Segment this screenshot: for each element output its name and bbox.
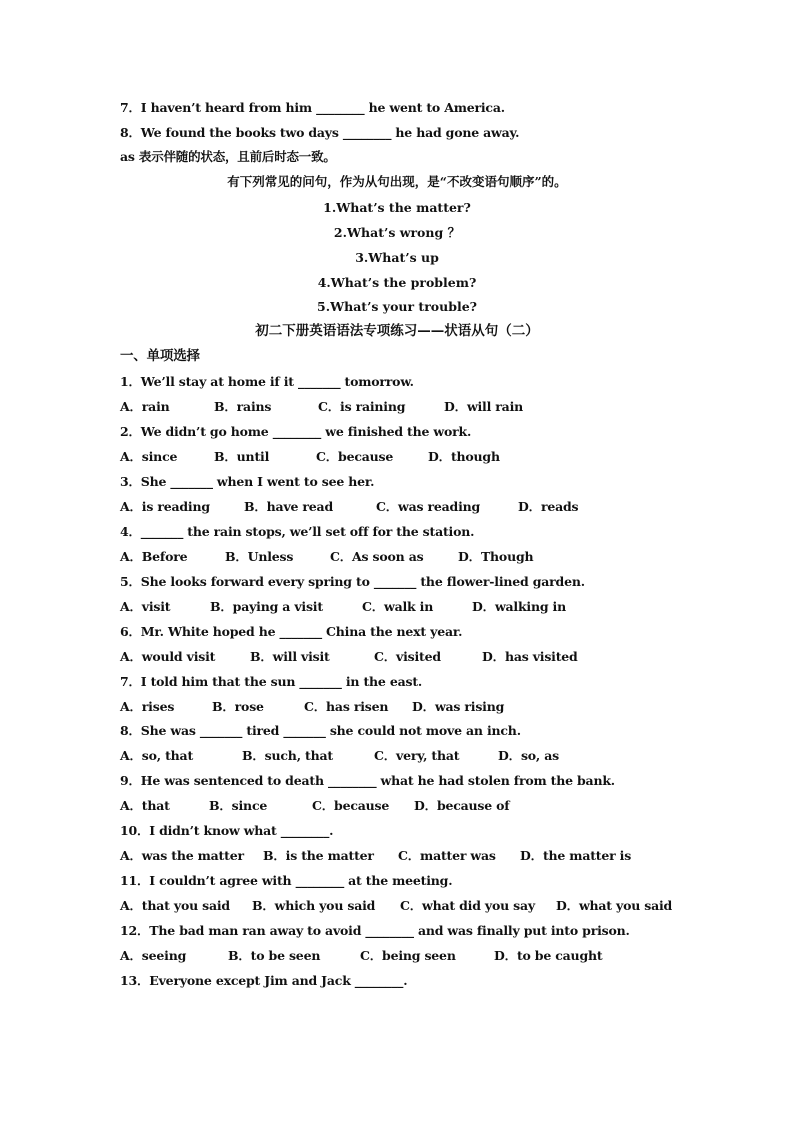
question-2-option-c: C．because bbox=[316, 449, 394, 464]
question-12-option-d: D．to be caught bbox=[494, 948, 603, 963]
question-9: 9．He was sentenced to death ________ what he had stolen from the bank. bbox=[120, 773, 615, 788]
question-5: 5．She looks forward every spring to _______ the flower-lined garden. bbox=[120, 574, 585, 589]
question-3-option-d: D．reads bbox=[518, 499, 579, 514]
question-9-option-b: B．since bbox=[209, 798, 268, 813]
question-8: 8．She was _______ tired _______ she could not move an inch. bbox=[120, 723, 521, 738]
phrase-3: 3.What’s up bbox=[355, 250, 439, 265]
question-8-option-a: A．so, that bbox=[120, 748, 194, 763]
question-11-option-b: B．which you said bbox=[252, 898, 376, 913]
subheading: 有下列常见的问句，作为从句出现，是“不改变语句顺序”的。 bbox=[227, 174, 567, 189]
question-3-option-b: B．have read bbox=[244, 499, 333, 514]
phrase-1: 1.What’s the matter? bbox=[323, 200, 471, 215]
question-9-option-a: A．that bbox=[120, 798, 170, 813]
question-8-top: 8．We found the books two days ________ he had gone away. bbox=[120, 125, 520, 140]
question-10-option-a: A．was the matter bbox=[120, 848, 244, 863]
question-12-option-c: C．being seen bbox=[360, 948, 456, 963]
question-6-option-c: C．visited bbox=[374, 649, 441, 664]
phrase-4: 4.What’s the problem? bbox=[317, 275, 477, 290]
question-5-option-c: C．walk in bbox=[362, 599, 434, 614]
question-8-option-b: B．such, that bbox=[242, 748, 333, 763]
question-10: 10．I didn’t know what ________. bbox=[120, 823, 334, 838]
question-3-option-c: C．was reading bbox=[376, 499, 481, 514]
question-9-option-c: C．because bbox=[312, 798, 390, 813]
question-2: 2．We didn’t go home ________ we finished the work. bbox=[120, 424, 472, 439]
question-13: 13．Everyone except Jim and Jack ________. bbox=[120, 973, 408, 988]
question-1-option-b: B．rains bbox=[214, 399, 272, 414]
question-4: 4．_______ the rain stops, we’ll set off for the station. bbox=[120, 524, 475, 539]
question-11-option-c: C．what did you say bbox=[400, 898, 535, 913]
question-4-option-d: D．Though bbox=[458, 549, 534, 564]
question-11-option-a: A．that you said bbox=[120, 898, 230, 913]
question-10-option-c: C．matter was bbox=[398, 848, 496, 863]
question-12-option-b: B．to be seen bbox=[228, 948, 321, 963]
question-4-option-c: C．As soon as bbox=[330, 549, 424, 564]
question-4-option-a: A．Before bbox=[120, 549, 188, 564]
question-7-option-d: D．was rising bbox=[412, 699, 505, 714]
question-1-option-c: C．is raining bbox=[318, 399, 406, 414]
question-9-option-d: D．because of bbox=[414, 798, 510, 813]
question-8-option-d: D．so, as bbox=[498, 748, 559, 763]
question-7-top: 7．I haven’t heard from him ________ he went to America. bbox=[120, 100, 505, 115]
question-10-option-b: B．is the matter bbox=[263, 848, 374, 863]
phrase-5: 5.What’s your trouble? bbox=[317, 299, 477, 314]
phrase-2: 2.What’s wrong ？ bbox=[333, 225, 461, 240]
question-4-option-b: B．Unless bbox=[225, 549, 294, 564]
question-1-option-d: D．will rain bbox=[444, 399, 524, 414]
question-3-option-a: A．is reading bbox=[120, 499, 210, 514]
question-2-option-d: D．though bbox=[428, 449, 500, 464]
question-2-option-a: A．since bbox=[120, 449, 178, 464]
section-heading: 一、单项选择 bbox=[120, 348, 200, 364]
question-1-option-a: A．rain bbox=[120, 399, 170, 414]
question-7-option-a: A．rises bbox=[120, 699, 175, 714]
page-title: 初二下册英语语法专项练习——状语从句（二） bbox=[255, 323, 539, 339]
question-1: 1．We’ll stay at home if it _______ tomorrow. bbox=[120, 374, 414, 389]
question-12: 12．The bad man ran away to avoid ________ and was finally put into prison. bbox=[120, 923, 630, 938]
question-7: 7．I told him that the sun _______ in the east. bbox=[120, 674, 423, 689]
question-5-option-b: B．paying a visit bbox=[210, 599, 323, 614]
question-5-option-d: D．walking in bbox=[472, 599, 566, 614]
grammar-note: as 表示伴随的状态，且前后时态一致。 bbox=[120, 149, 336, 164]
question-5-option-a: A．visit bbox=[120, 599, 171, 614]
question-11: 11．I couldn’t agree with ________ at the meeting. bbox=[120, 873, 453, 888]
question-6-option-b: B．will visit bbox=[250, 649, 330, 664]
question-11-option-d: D．what you said bbox=[556, 898, 673, 913]
question-6: 6．Mr. White hoped he _______ China the next year. bbox=[120, 624, 463, 639]
question-12-option-a: A．seeing bbox=[120, 948, 187, 963]
question-7-option-b: B．rose bbox=[212, 699, 264, 714]
question-6-option-a: A．would visit bbox=[120, 649, 216, 664]
question-7-option-c: C．has risen bbox=[304, 699, 389, 714]
question-10-option-d: D．the matter is bbox=[520, 848, 632, 863]
question-8-option-c: C．very, that bbox=[374, 748, 460, 763]
question-3: 3．She _______ when I went to see her. bbox=[120, 474, 375, 489]
question-2-option-b: B．until bbox=[214, 449, 270, 464]
question-6-option-d: D．has visited bbox=[482, 649, 578, 664]
